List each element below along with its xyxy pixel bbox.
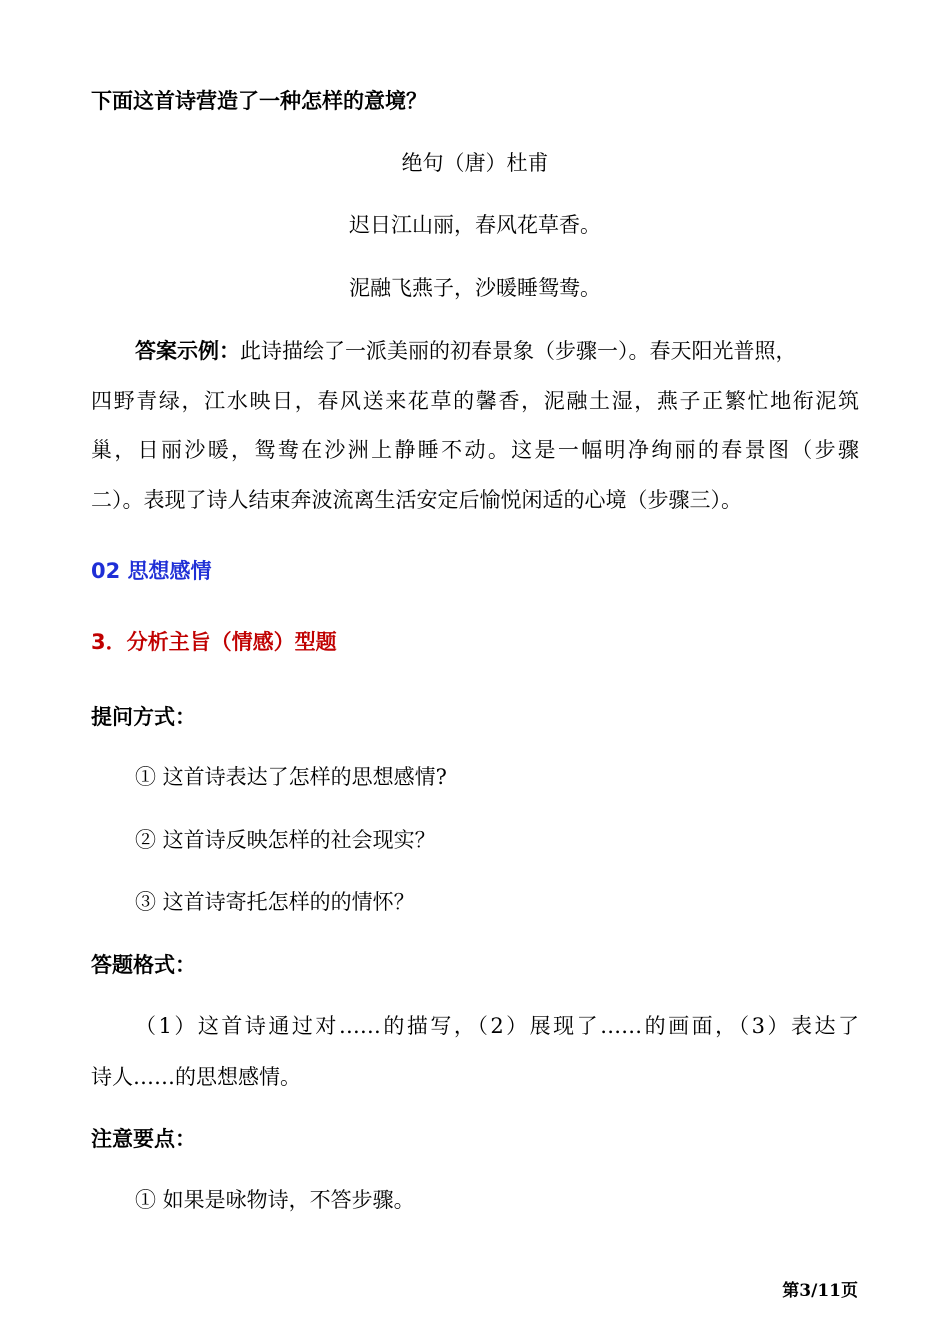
answer-label: 答案示例：	[135, 339, 240, 363]
poem-line-1: 迟日江山丽，春风花草香。	[349, 213, 601, 237]
page-number: 第3/11页	[782, 1281, 858, 1301]
answer-line-2: 四野青绿，江水映日，春风送来花草的馨香，泥融土湿，燕子正繁忙地衔泥筑	[91, 389, 859, 413]
subsection-heading: 3．分析主旨（情感）型题	[91, 630, 337, 654]
note-item: ① 如果是咏物诗，不答步骤。	[135, 1188, 415, 1212]
notes-label: 注意要点：	[91, 1127, 196, 1151]
poem-title: 绝句（唐）杜甫	[401, 151, 549, 175]
answer-format-line-2: 诗人……的思想感情。	[91, 1065, 301, 1089]
poem-line-2: 泥融飞燕子，沙暖睡鸳鸯。	[349, 276, 601, 300]
answer-format-line-1: （1）这首诗通过对……的描写，（2）展现了……的画面，（3）表达了	[135, 1014, 859, 1038]
ask-method-item: ③ 这首诗寄托怎样的的情怀？	[135, 890, 415, 914]
answer-line-4: 二）。表现了诗人结束奔波流离生活安定后愉悦闲适的心境（步骤三）。	[91, 488, 742, 512]
ask-method-item: ① 这首诗表达了怎样的思想感情?	[135, 765, 447, 789]
answer-text-1: 此诗描绘了一派美丽的初春景象（步骤一）。春天阳光普照，	[240, 339, 797, 363]
answer-format-label: 答题格式：	[91, 953, 196, 977]
question-line: 下面这首诗营造了一种怎样的意境？	[91, 89, 427, 113]
ask-methods-label: 提问方式：	[91, 705, 196, 729]
answer-line-3: 巢，日丽沙暖，鸳鸯在沙洲上静睡不动。这是一幅明净绚丽的春景图（步骤	[91, 438, 859, 462]
answer-line-1	[135, 336, 797, 366]
section-heading: 02 思想感情	[91, 559, 212, 583]
ask-method-item: ② 这首诗反映怎样的社会现实？	[135, 828, 436, 852]
